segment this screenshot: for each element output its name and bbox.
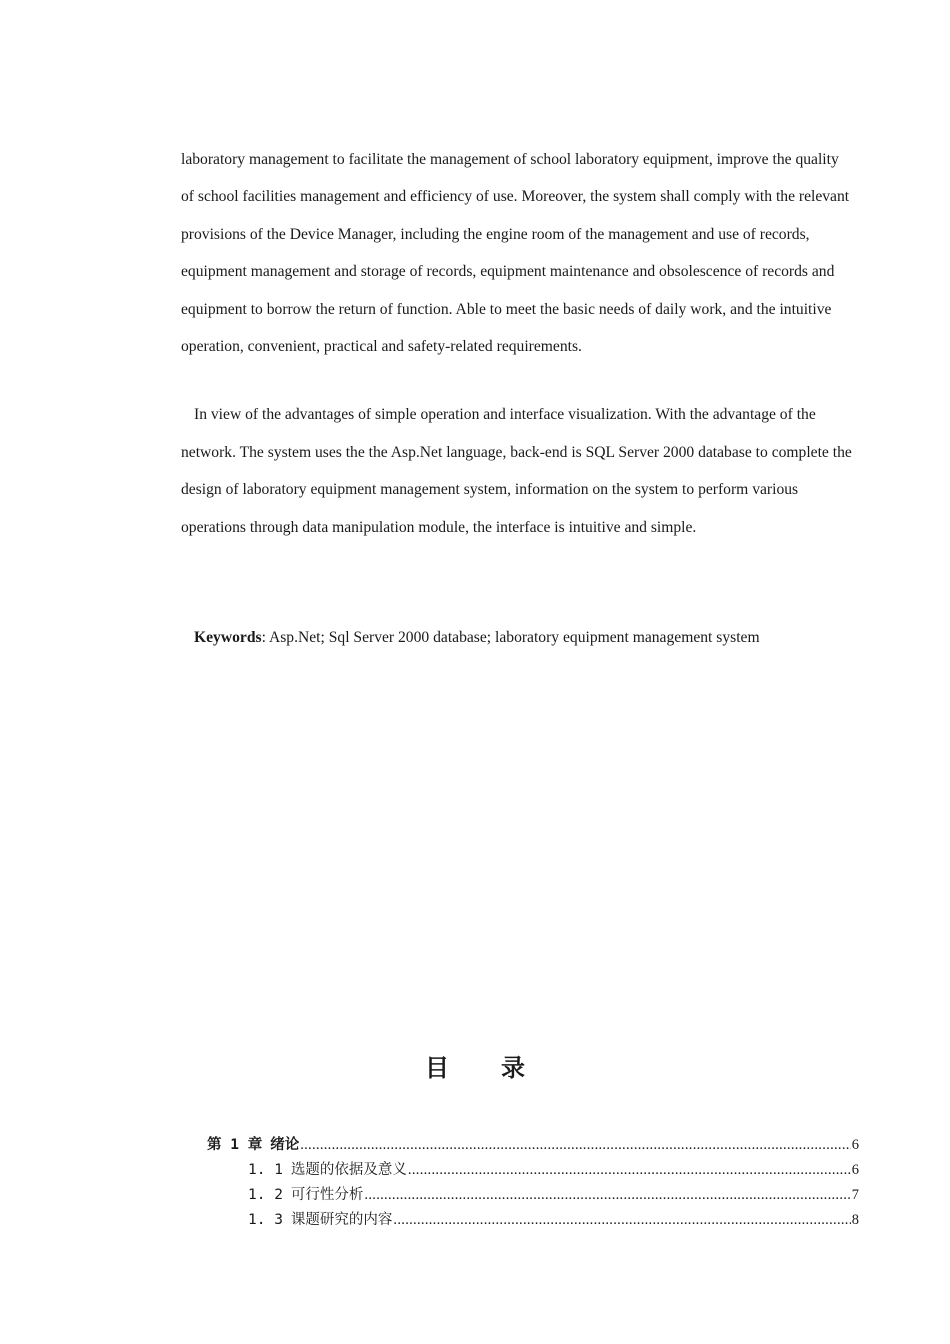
- keywords-text: : Asp.Net; Sql Server 2000 database; laboratory equipment management system: [261, 629, 760, 646]
- keywords-line: [194, 619, 760, 656]
- abstract-paragraph-1: laboratory management to facilitate the management of school laboratory equipment, improve the quality of school facilities management and efficiency of use. Moreover, the system shall comply with the relevant provisions of the Device Manager, including the engine room of the management and use of records, equipment management and storage of records, equipment maintenance and obsolescence of records and equipment to borrow the return of function. Able to meet the basic needs of daily work, and the intuitive operation, convenient, practical and safety-related requirements.: [181, 151, 850, 356]
- toc-entry-number: 1. 2: [248, 1187, 283, 1203]
- toc-dot-leader: [393, 1208, 850, 1233]
- toc-title-char-2: 录: [501, 1054, 525, 1082]
- toc-entry-number: 1. 3: [248, 1212, 283, 1228]
- toc-entry-1-3[interactable]: [207, 1208, 859, 1233]
- toc-title-char-1: 目: [425, 1054, 449, 1082]
- toc-entry-title: 绪论: [270, 1137, 300, 1153]
- toc-entry-label: [248, 1208, 392, 1233]
- table-of-contents: [207, 1133, 859, 1233]
- toc-entry-page: 6: [851, 1137, 859, 1153]
- toc-dot-leader: [408, 1158, 851, 1183]
- toc-entry-page: 7: [851, 1187, 859, 1203]
- toc-dot-leader: [364, 1183, 850, 1208]
- toc-entry-page: 8: [851, 1212, 859, 1228]
- toc-entry-title: 课题研究的内容: [290, 1212, 393, 1228]
- toc-entry-label: [207, 1133, 299, 1158]
- toc-entry-title: 可行性分析: [290, 1187, 364, 1203]
- toc-entry-page: 6: [851, 1162, 859, 1178]
- toc-entry-title: 选题的依据及意义: [290, 1162, 407, 1178]
- toc-entry-1-2[interactable]: [207, 1183, 859, 1208]
- toc-entry-number: 1. 1: [248, 1162, 283, 1178]
- keywords-label: Keywords: [194, 629, 262, 646]
- toc-entry-label: [248, 1158, 407, 1183]
- english-abstract: [181, 141, 853, 546]
- toc-title: [0, 1050, 950, 1086]
- toc-entry-chapter-1[interactable]: [207, 1133, 859, 1158]
- toc-entry-1-1[interactable]: [207, 1158, 859, 1183]
- paragraph-spacer: [181, 365, 853, 396]
- toc-entry-label: [248, 1183, 363, 1208]
- abstract-paragraph-2: In view of the advantages of simple operation and interface visualization. With the advantage of the network. The system uses the the Asp.Net language, back-end is SQL Server 2000 database to complete the design of laboratory equipment management system, information on the system to perform various operations through data manipulation module, the interface is intuitive and simple.: [181, 406, 852, 536]
- toc-entry-number: 第 1 章: [207, 1137, 263, 1153]
- toc-dot-leader: [300, 1133, 851, 1158]
